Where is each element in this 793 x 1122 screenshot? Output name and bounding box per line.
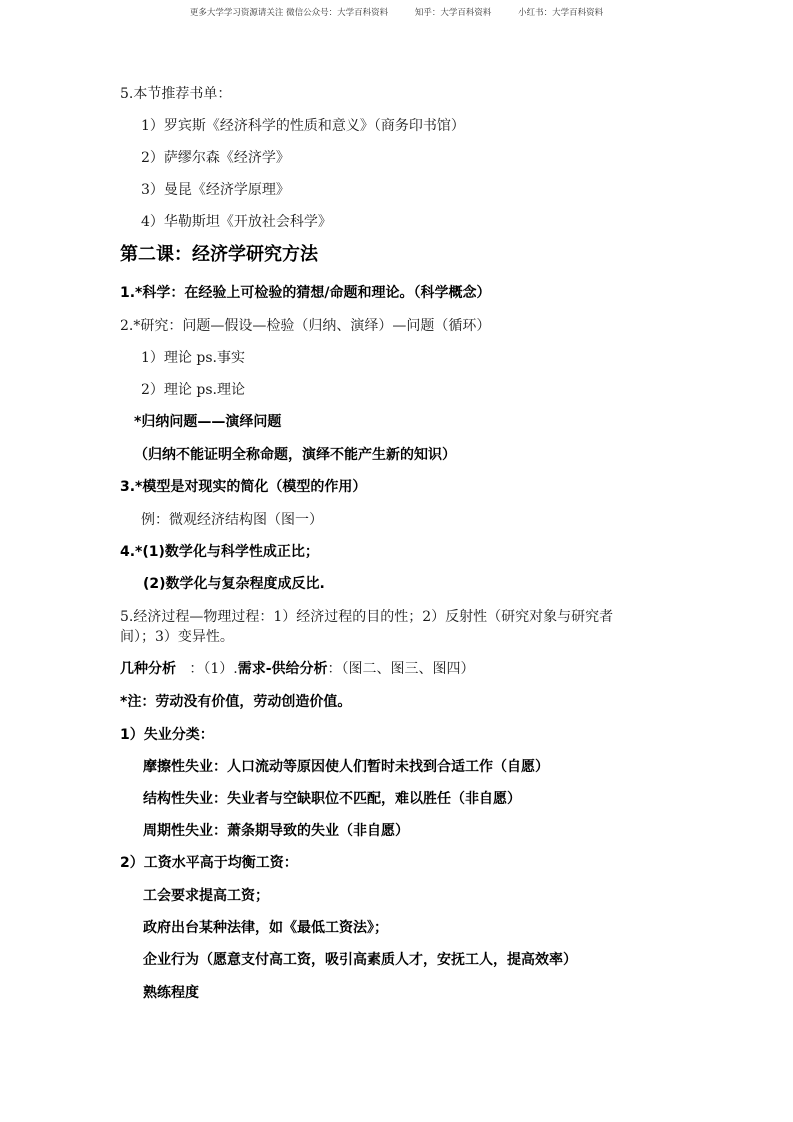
cyclical-unemployment: 周期性失业：萧条期导致的失业（非自愿） [143,823,409,839]
frictional-unemployment: 摩擦性失业：人口流动等原因使人们暂时未找到合适工作（自愿） [143,759,549,775]
wage-above-equilibrium-heading: 2）工资水平高于均衡工资： [120,855,298,871]
book-item-3: 3）曼昆《经济学原理》 [141,182,290,198]
model-simplification: 3.*模型是对现实的简化（模型的作用） [120,479,367,495]
book-item-2: 2）萨缪尔森《经济学》 [141,150,290,166]
mathematization-1: 4.*(1)数学化与科学性成正比； [120,544,319,560]
lesson-two-title: 第二课：经济学研究方法 [120,244,318,265]
page-header [0,6,793,18]
analysis-number: ：（1）. [189,661,238,677]
mathematization-2: (2)数学化与复杂程度成反比. [143,576,325,592]
induction-problem: *归纳问题——演绎问题 [134,414,282,430]
science-definition: 1.*科学：在经验上可检验的猜想/命题和理论。（科学概念） [120,285,491,301]
research-item-2: 2）理论 ps.理论 [141,382,245,398]
firm-behavior: 企业行为（愿意支付高工资，吸引高素质人才，安抚工人，提高效率） [143,952,577,968]
analysis-types-label: 几种分析 [120,661,176,677]
analysis-types-line [120,659,475,679]
union-demand: 工会要求提高工资； [143,888,269,904]
unemployment-types-heading: 1）失业分类： [120,727,214,743]
structural-unemployment: 结构性失业：失业者与空缺职位不匹配，难以胜任（非自愿） [143,791,521,807]
induction-note: （归纳不能证明全称命题，演绎不能产生新的知识） [134,447,456,463]
header-zhihu-text: 知乎：大学百科资料 [414,8,492,18]
supply-demand-label: 需求-供给分析 [237,661,328,677]
minimum-wage-law: 政府出台某种法律，如《最低工资法》； [143,920,388,936]
skill-level: 熟练程度 [143,985,199,1001]
research-item-1: 1）理论 ps.事实 [141,350,245,366]
research-process: 2.*研究：问题—假设—检验（归纳、演绎）—问题（循环） [120,318,491,334]
header-xiaohongshu-text: 小红书：大学百科资料 [518,8,604,18]
analysis-figures: ：（图二、图三、图四） [327,661,475,677]
economic-process: 5.经济过程—物理过程：1）经济过程的目的性；2）反射性（研究对象与研究者间）；3）变异性。 [120,609,614,645]
recommended-books-heading: 5.本节推荐书单： [120,86,232,102]
book-item-1: 1）罗宾斯《经济科学的性质和意义》（商务印书馆） [141,118,465,134]
header-wechat-text: 更多大学学习资源请关注 微信公众号：大学百科资料 [189,8,389,18]
book-item-4: 4）华勒斯坦《开放社会科学》 [141,214,332,230]
labor-value-note: *注：劳动没有价值，劳动创造价值。 [120,694,352,710]
model-example: 例：微观经济结构图（图一） [141,512,323,528]
